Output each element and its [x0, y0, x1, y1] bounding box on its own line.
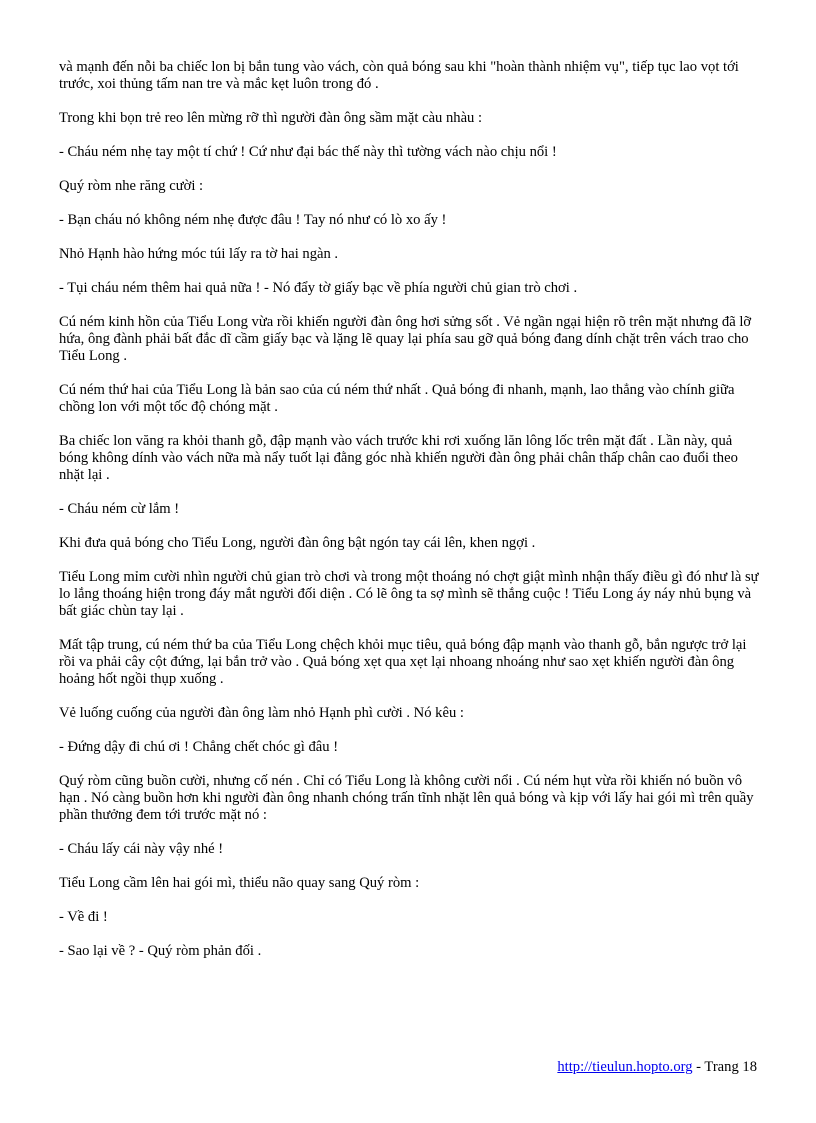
paragraph: - Cháu lấy cái này vậy nhé ! [59, 841, 224, 857]
paragraph: - Đứng dậy đi chú ơi ! Chẳng chết chóc gì đâu ! [59, 739, 339, 755]
paragraph: Ba chiếc lon văng ra khỏi thanh gỗ, đập mạnh vào vách trước khi rơi xuống lăn lông lốc trên mặt đất . Lần này, quả bóng không dính vào vách nữa mà nẩy tuốt lại đằng góc nhà khiến người đàn ông phải chân thấp chân cao đuổi theo nhặt lại . [59, 433, 738, 483]
paragraph: Vẻ luống cuống của người đàn ông làm nhỏ Hạnh phì cười . Nó kêu : [59, 705, 464, 721]
page-footer [0, 1059, 757, 1076]
paragraph: - Sao lại về ? - Quý ròm phản đối . [59, 943, 262, 959]
paragraph: Cú ném thứ hai của Tiểu Long là bản sao của cú ném thứ nhất . Quả bóng đi nhanh, mạnh, lao thẳng vào chính giữa chồng lon với một tốc độ chóng mặt . [59, 382, 735, 415]
paragraph: Mất tập trung, cú ném thứ ba của Tiểu Long chệch khỏi mục tiêu, quả bóng đập mạnh vào thanh gỗ, bắn ngược trở lại rồi va phải cây cột đứng, lại bắn trở vào . Quả bóng xẹt qua xẹt lại nhoang nhoáng như sao xẹt khiến người đàn ông hoảng hốt ngồi thụp xuống . [59, 637, 747, 687]
paragraph: Tiểu Long mỉm cười nhìn người chủ gian trò chơi và trong một thoáng nó chợt giật mình nhận thấy điều gì đó như là sự lo lắng thoáng hiện trong đáy mắt người đối diện . Có lẽ ông ta sợ mình sẽ thắng cuộc ! Tiểu Long áy náy nhủ bụng và bất giác chùn tay lại . [59, 569, 759, 619]
site-link[interactable]: http://tieulun.hopto.org [557, 1059, 693, 1075]
paragraph: và mạnh đến nỗi ba chiếc lon bị bắn tung vào vách, còn quả bóng sau khi "hoàn thành nhiệm vụ", tiếp tục lao vọt tới trước, xoi thủng tấm nan tre và mắc kẹt luôn trong đó . [59, 59, 739, 92]
paragraph: Cú ném kinh hồn của Tiểu Long vừa rồi khiến người đàn ông hơi sửng sốt . Vẻ ngần ngại hiện rõ trên mặt nhưng đã lỡ hứa, ông đành phải bất đắc dĩ cầm giấy bạc và lặng lẽ quay lại phía sau gỡ quả bóng đang dính chặt trên vách trao cho Tiểu Long . [59, 314, 752, 364]
paragraph: - Bạn cháu nó không ném nhẹ được đâu ! Tay nó như có lò xo ấy ! [59, 212, 447, 228]
paragraph: - Cháu ném nhẹ tay một tí chứ ! Cứ như đại bác thế này thì tường vách nào chịu nổi ! [59, 144, 557, 160]
paragraph: Khi đưa quả bóng cho Tiểu Long, người đàn ông bật ngón tay cái lên, khen ngợi . [59, 535, 536, 551]
paragraph: - Tụi cháu ném thêm hai quả nữa ! - Nó đẩy tờ giấy bạc về phía người chủ gian trò chơi . [59, 280, 578, 296]
document-body [59, 59, 759, 977]
paragraph: Quý ròm nhe răng cười : [59, 178, 204, 194]
paragraph: - Cháu ném cừ lắm ! [59, 501, 180, 517]
paragraph: Nhỏ Hạnh hào hứng móc túi lấy ra tờ hai ngàn . [59, 246, 339, 262]
footer-separator: - [692, 1059, 705, 1075]
paragraph: Trong khi bọn trẻ reo lên mừng rỡ thì người đàn ông sầm mặt càu nhàu : [59, 110, 483, 126]
paragraph: Tiểu Long cầm lên hai gói mì, thiểu não quay sang Quý ròm : [59, 875, 420, 891]
page-number: Trang 18 [704, 1059, 757, 1075]
paragraph: - Về đi ! [59, 909, 108, 925]
paragraph: Quý ròm cũng buồn cười, nhưng cố nén . Chỉ có Tiểu Long là không cười nổi . Cú ném hụt vừa rồi khiến nó buồn vô hạn . Nó càng buồn hơn khi người đàn ông nhanh chóng trấn tĩnh nhặt lên quả bóng và kịp với lấy hai gói mì trên quầy phần thưởng đem tới trước mặt nó : [59, 773, 754, 823]
